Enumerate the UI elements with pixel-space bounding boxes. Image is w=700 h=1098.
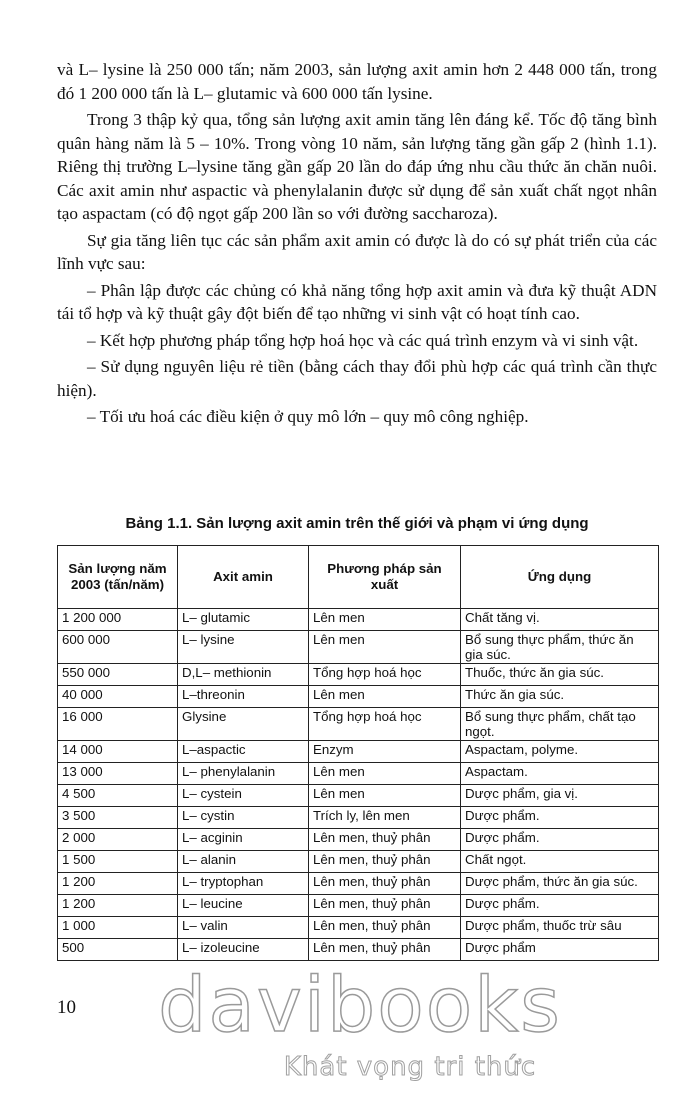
cell-application: Bổ sung thực phẩm, thức ăn gia súc. — [461, 631, 659, 664]
table-row — [58, 741, 659, 763]
paragraph: và L– lysine là 250 000 tấn; năm 2003, sản lượng axit amin hơn 2 448 000 tấn, trong đó 1 200 000 tấn là L– glutamic và 600 000 tấn lysine. — [57, 60, 657, 103]
page-number: 10 — [57, 997, 76, 1018]
header-application: Ứng dụng — [461, 546, 659, 609]
cell-method: Lên men, thuỷ phân — [309, 829, 461, 851]
cell-production: 13 000 — [58, 763, 178, 785]
table-header-row — [58, 546, 659, 609]
cell-amino-acid: L–aspactic — [178, 741, 309, 763]
cell-method: Lên men — [309, 763, 461, 785]
table-caption: Bảng 1.1. Sản lượng axit amin trên thế giới và phạm vi ứng dụng — [125, 515, 589, 532]
watermark-logo: davibooks — [158, 960, 562, 1049]
table-row — [58, 708, 659, 741]
cell-method: Lên men, thuỷ phân — [309, 895, 461, 917]
cell-application: Chất tăng vị. — [461, 609, 659, 631]
table-row — [58, 851, 659, 873]
cell-method: Enzym — [309, 741, 461, 763]
list-item: – Phân lập được các chủng có khả năng tổng hợp axit amin và đưa kỹ thuật ADN tái tổ hợp và kỹ thuật gây đột biến để tạo những vi sinh vật có hoạt tính cao. — [57, 280, 657, 323]
watermark-tagline: Khát vọng tri thức — [283, 1052, 537, 1082]
table-row — [58, 873, 659, 895]
cell-amino-acid: L– phenylalanin — [178, 763, 309, 785]
cell-amino-acid: L– cystein — [178, 785, 309, 807]
cell-application: Dược phẩm, thuốc trừ sâu — [461, 917, 659, 939]
cell-production: 4 500 — [58, 785, 178, 807]
cell-method: Tổng hợp hoá học — [309, 708, 461, 741]
cell-amino-acid: L– cystin — [178, 807, 309, 829]
cell-production: 1 200 — [58, 873, 178, 895]
table-row — [58, 664, 659, 686]
cell-amino-acid: L– izoleucine — [178, 939, 309, 961]
cell-production: 600 000 — [58, 631, 178, 664]
table-row — [58, 686, 659, 708]
cell-application: Aspactam. — [461, 763, 659, 785]
table-row — [58, 785, 659, 807]
table-row — [58, 895, 659, 917]
cell-method: Tổng hợp hoá học — [309, 664, 461, 686]
cell-application: Dược phẩm — [461, 939, 659, 961]
body-text — [57, 58, 657, 432]
cell-production: 550 000 — [58, 664, 178, 686]
table-row — [58, 631, 659, 664]
cell-amino-acid: L– leucine — [178, 895, 309, 917]
cell-production: 1 500 — [58, 851, 178, 873]
cell-method: Lên men — [309, 686, 461, 708]
list-item: – Tối ưu hoá các điều kiện ở quy mô lớn – quy mô công nghiệp. — [87, 407, 529, 426]
cell-method: Lên men, thuỷ phân — [309, 917, 461, 939]
cell-production: 1 200 — [58, 895, 178, 917]
table-row — [58, 609, 659, 631]
header-method: Phương pháp sản xuất — [309, 546, 461, 609]
cell-production: 500 — [58, 939, 178, 961]
cell-method: Lên men, thuỷ phân — [309, 873, 461, 895]
header-amino-acid: Axit amin — [178, 546, 309, 609]
cell-method: Lên men — [309, 785, 461, 807]
paragraph: Sự gia tăng liên tục các sản phẩm axit amin có được là do có sự phát triển của các lĩnh vực sau: — [57, 230, 657, 273]
cell-application: Thuốc, thức ăn gia súc. — [461, 664, 659, 686]
cell-method: Lên men — [309, 631, 461, 664]
paragraph: Trong 3 thập kỷ qua, tổng sản lượng axit amin tăng lên đáng kể. Tốc độ tăng bình quân hàng năm là 5 – 10%. Trong vòng 10 năm, sản lượng tăng gần gấp 2 (hình 1.1). Riêng thị trường L–lysine tăng gần gấp 20 lần do đáp ứng nhu cầu thức ăn chăn nuôi. Các axit amin như aspactic và phenylalanin được sử dụng để sản xuất chất ngọt nhân tạo aspactam (có độ ngọt gấp 200 lần so với đường saccharoza). — [57, 110, 657, 223]
cell-production: 3 500 — [58, 807, 178, 829]
cell-application: Thức ăn gia súc. — [461, 686, 659, 708]
cell-method: Lên men — [309, 609, 461, 631]
cell-application: Dược phẩm, thức ăn gia súc. — [461, 873, 659, 895]
cell-amino-acid: L– valin — [178, 917, 309, 939]
table-row — [58, 939, 659, 961]
cell-method: Lên men, thuỷ phân — [309, 939, 461, 961]
cell-application: Dược phẩm, gia vị. — [461, 785, 659, 807]
header-production: Sản lượng năm 2003 (tấn/năm) — [58, 546, 178, 609]
cell-application: Dược phẩm. — [461, 807, 659, 829]
cell-amino-acid: L– glutamic — [178, 609, 309, 631]
cell-amino-acid: D,L– methionin — [178, 664, 309, 686]
cell-amino-acid: Glysine — [178, 708, 309, 741]
list-item: – Sử dụng nguyên liệu rẻ tiền (bằng cách thay đổi phù hợp các quá trình cần thực hiện). — [57, 357, 657, 400]
cell-method: Trích ly, lên men — [309, 807, 461, 829]
cell-production: 16 000 — [58, 708, 178, 741]
cell-production: 14 000 — [58, 741, 178, 763]
table-row — [58, 807, 659, 829]
cell-production: 2 000 — [58, 829, 178, 851]
cell-production: 40 000 — [58, 686, 178, 708]
cell-amino-acid: L– lysine — [178, 631, 309, 664]
cell-application: Chất ngọt. — [461, 851, 659, 873]
cell-amino-acid: L– alanin — [178, 851, 309, 873]
cell-application: Aspactam, polyme. — [461, 741, 659, 763]
list-item: – Kết hợp phương pháp tổng hợp hoá học và các quá trình enzym và vi sinh vật. — [87, 330, 639, 350]
table-row — [58, 829, 659, 851]
cell-amino-acid: L– tryptophan — [178, 873, 309, 895]
cell-production: 1 000 — [58, 917, 178, 939]
table-row — [58, 763, 659, 785]
cell-amino-acid: L– acginin — [178, 829, 309, 851]
amino-acid-table — [57, 545, 659, 961]
cell-application: Dược phẩm. — [461, 895, 659, 917]
cell-production: 1 200 000 — [58, 609, 178, 631]
cell-application: Dược phẩm. — [461, 829, 659, 851]
cell-method: Lên men, thuỷ phân — [309, 851, 461, 873]
table-row — [58, 917, 659, 939]
cell-amino-acid: L–threonin — [178, 686, 309, 708]
cell-application: Bổ sung thực phẩm, chất tạo ngọt. — [461, 708, 659, 741]
